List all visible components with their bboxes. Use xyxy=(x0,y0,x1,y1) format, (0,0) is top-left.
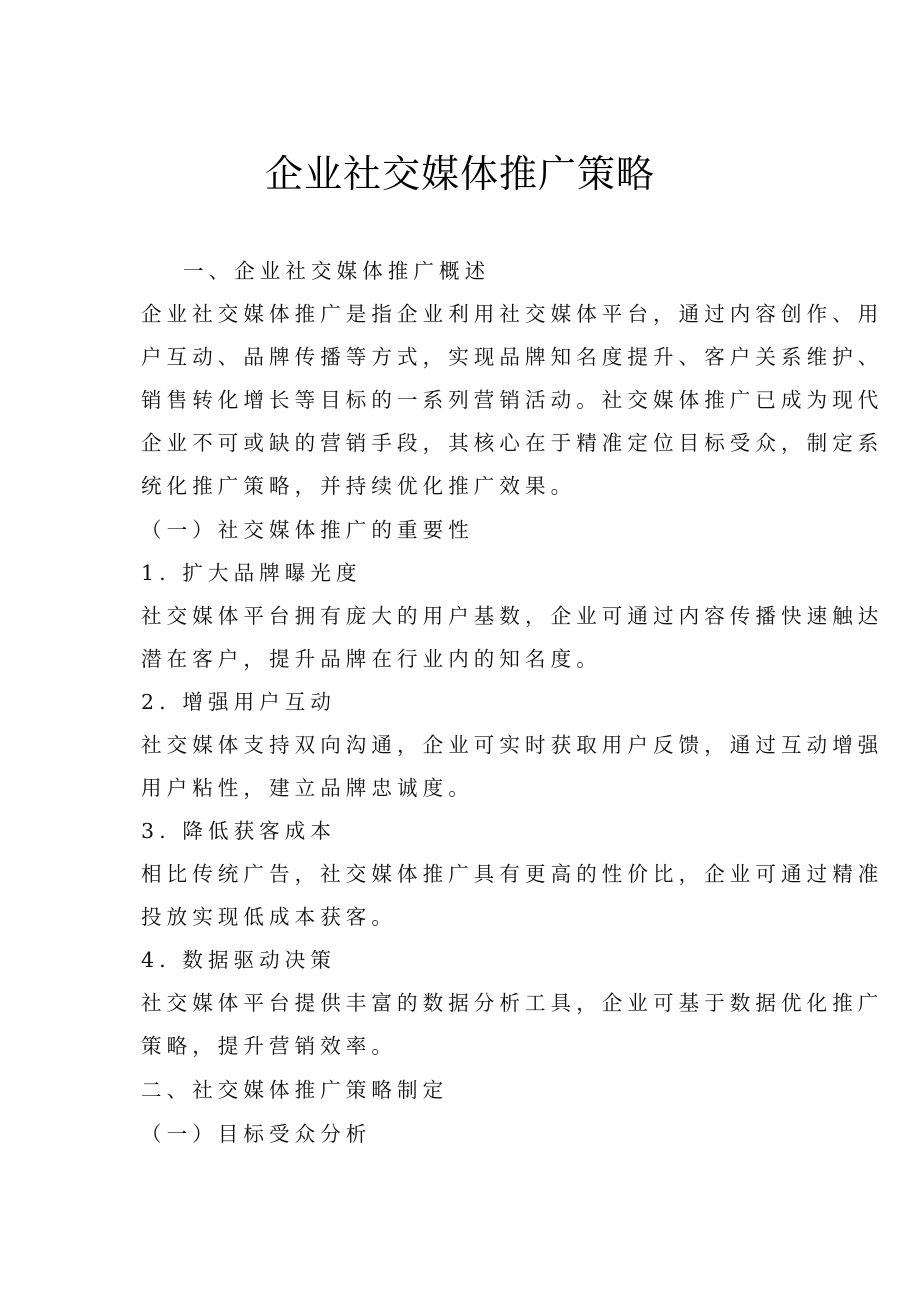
section-heading-1: 一、企业社交媒体推广概述 xyxy=(183,259,491,283)
intro-paragraph-line: 企业不可或缺的营销手段，其核心在于精准定位目标受众，制定系 xyxy=(141,431,884,455)
item-paragraph-line: 相比传统广告，社交媒体推广具有更高的性价比，企业可通过精准 xyxy=(141,862,884,886)
subsection-heading-audience: （一）目标受众分析 xyxy=(141,1122,372,1146)
item-heading-1: 1. 扩大品牌曝光度 xyxy=(141,561,362,585)
item-paragraph-line: 社交媒体支持双向沟通，企业可实时获取用户反馈，通过互动增强 xyxy=(141,733,884,757)
intro-paragraph-line: 企业社交媒体推广是指企业利用社交媒体平台，通过内容创作、用 xyxy=(141,302,884,326)
item-paragraph-line: 社交媒体平台拥有庞大的用户基数，企业可通过内容传播快速触达 xyxy=(141,604,884,628)
item-paragraph-line: 社交媒体平台提供丰富的数据分析工具，企业可基于数据优化推广 xyxy=(141,991,884,1015)
section-heading-2: 二、社交媒体推广策略制定 xyxy=(141,1078,449,1102)
item-paragraph-line: 用户粘性，建立品牌忠诚度。 xyxy=(141,776,474,800)
item-paragraph-line: 投放实现低成本获客。 xyxy=(141,905,397,929)
item-paragraph-line: 潜在客户，提升品牌在行业内的知名度。 xyxy=(141,647,602,671)
item-heading-2: 2. 增强用户互动 xyxy=(141,690,336,714)
intro-paragraph-line: 统化推广策略，并持续优化推广效果。 xyxy=(141,474,577,498)
subsection-heading-importance: （一）社交媒体推广的重要性 xyxy=(141,518,474,542)
item-heading-3: 3. 降低获客成本 xyxy=(141,819,336,843)
document-title: 企业社交媒体推广策略 xyxy=(264,152,655,196)
intro-paragraph-line: 销售转化增长等目标的一系列营销活动。社交媒体推广已成为现代 xyxy=(141,388,884,412)
item-heading-4: 4. 数据驱动决策 xyxy=(141,948,336,972)
intro-paragraph-line: 户互动、品牌传播等方式，实现品牌知名度提升、客户关系维护、 xyxy=(141,345,884,369)
item-paragraph-line: 策略，提升营销效率。 xyxy=(141,1034,397,1058)
